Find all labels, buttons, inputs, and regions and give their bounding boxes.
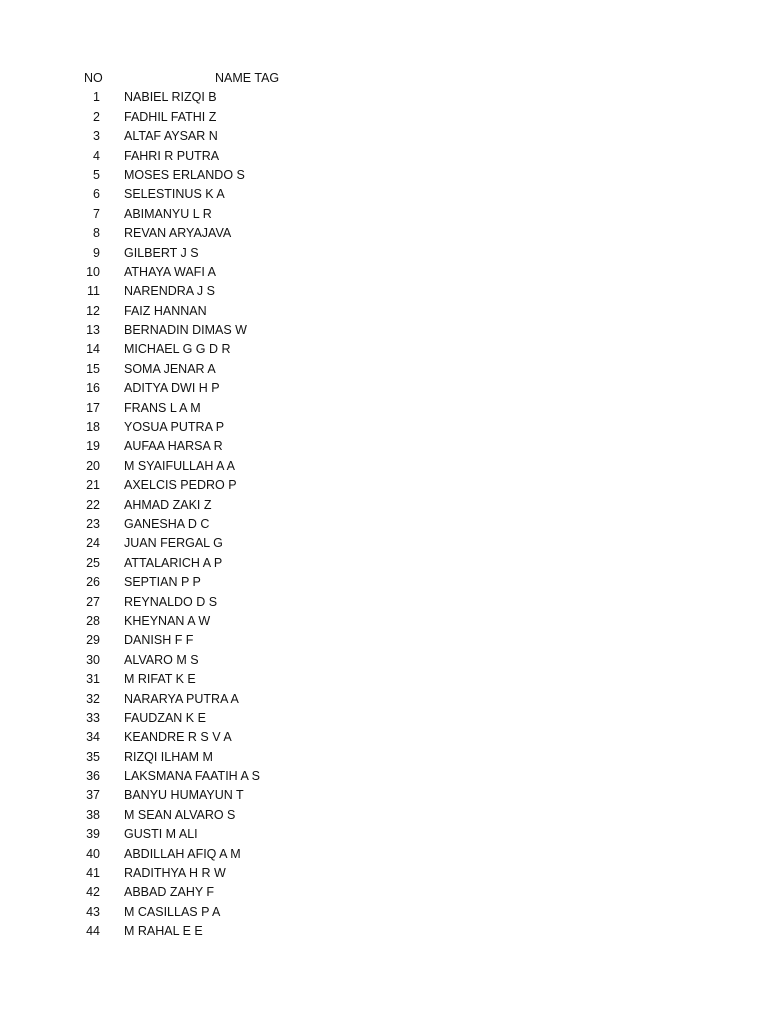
row-number: 44 — [86, 924, 100, 939]
table-row — [0, 147, 768, 166]
row-name: REYNALDO D S — [124, 594, 218, 609]
row-number: 43 — [86, 904, 100, 919]
table-row — [0, 651, 768, 670]
row-number: 26 — [86, 575, 100, 590]
row-name: FAUDZAN K E — [124, 710, 206, 725]
table-row — [0, 670, 768, 689]
row-number: 39 — [86, 827, 100, 842]
table-row — [0, 205, 768, 224]
table-row — [0, 108, 768, 127]
row-number: 33 — [86, 710, 100, 725]
table-row — [0, 263, 768, 282]
row-number: 35 — [86, 749, 100, 764]
row-number: 42 — [86, 885, 100, 900]
row-number: 5 — [93, 167, 100, 182]
table-row — [0, 496, 768, 515]
row-name: FAIZ HANNAN — [124, 303, 207, 318]
row-number: 30 — [86, 652, 100, 667]
row-name: KEANDRE R S V A — [124, 730, 232, 745]
row-name: FRANS L A M — [124, 400, 201, 415]
row-name: LAKSMANA FAATIH A S — [124, 769, 260, 784]
table-row — [0, 883, 768, 902]
table-row — [0, 185, 768, 204]
row-number: 25 — [86, 555, 100, 570]
row-number: 31 — [86, 672, 100, 687]
table-row — [0, 418, 768, 437]
row-name: M SEAN ALVARO S — [124, 807, 236, 822]
row-name: JUAN FERGAL G — [124, 536, 223, 551]
row-name: RADITHYA H R W — [124, 866, 226, 881]
table-row — [0, 728, 768, 747]
table-row — [0, 593, 768, 612]
table-body — [0, 88, 768, 941]
table-row — [0, 127, 768, 146]
table-row — [0, 457, 768, 476]
row-name: SELESTINUS K A — [124, 187, 225, 202]
row-name: FADHIL FATHI Z — [124, 109, 217, 124]
row-number: 12 — [86, 303, 100, 318]
row-number: 29 — [86, 633, 100, 648]
row-name: ADITYA DWI H P — [124, 381, 220, 396]
row-number: 23 — [86, 516, 100, 531]
row-number: 19 — [86, 439, 100, 454]
table-row — [0, 476, 768, 495]
table-row — [0, 825, 768, 844]
row-name: ALVARO M S — [124, 652, 199, 667]
row-name: SEPTIAN P P — [124, 575, 201, 590]
row-name: REVAN ARYAJAVA — [124, 226, 232, 241]
row-number: 1 — [93, 90, 100, 105]
row-number: 10 — [86, 264, 100, 279]
row-name: AHMAD ZAKI Z — [124, 497, 212, 512]
row-name: ABDILLAH AFIQ A M — [124, 846, 241, 861]
table-row — [0, 360, 768, 379]
row-name: M RIFAT K E — [124, 672, 196, 687]
table-row — [0, 282, 768, 301]
row-name: YOSUA PUTRA P — [124, 420, 225, 435]
table-row — [0, 786, 768, 805]
row-name: NARENDRA J S — [124, 284, 215, 299]
table-row — [0, 534, 768, 553]
row-number: 20 — [86, 458, 100, 473]
row-number: 41 — [86, 866, 100, 881]
row-number: 28 — [86, 613, 100, 628]
table-row — [0, 922, 768, 941]
table-row — [0, 806, 768, 825]
row-number: 17 — [86, 400, 100, 415]
row-name: ABIMANYU L R — [124, 206, 212, 221]
row-name: MICHAEL G G D R — [124, 342, 231, 357]
row-number: 3 — [93, 129, 100, 144]
row-name: GANESHA D C — [124, 516, 210, 531]
row-name: ALTAF AYSAR N — [124, 129, 218, 144]
table-row — [0, 709, 768, 728]
row-number: 8 — [93, 226, 100, 241]
table-row — [0, 244, 768, 263]
row-name: ATTALARICH A P — [124, 555, 223, 570]
table-row — [0, 631, 768, 650]
row-number: 6 — [93, 187, 100, 202]
table-row — [0, 302, 768, 321]
table-row — [0, 379, 768, 398]
row-number: 9 — [93, 245, 100, 260]
table-row — [0, 321, 768, 340]
table-row — [0, 612, 768, 631]
table-row — [0, 573, 768, 592]
row-number: 34 — [86, 730, 100, 745]
name-tag-table — [0, 69, 768, 942]
row-name: FAHRI R PUTRA — [124, 148, 220, 163]
row-name: RIZQI ILHAM M — [124, 749, 213, 764]
row-name: SOMA JENAR A — [124, 361, 216, 376]
row-number: 2 — [93, 109, 100, 124]
header-name-tag: NAME TAG — [215, 71, 280, 85]
table-row — [0, 845, 768, 864]
row-name: AXELCIS PEDRO P — [124, 478, 237, 493]
row-number: 32 — [86, 691, 100, 706]
row-number: 14 — [86, 342, 100, 357]
row-number: 36 — [86, 769, 100, 784]
row-number: 4 — [93, 148, 100, 163]
row-name: GUSTI M ALI — [124, 827, 198, 842]
row-number: 22 — [86, 497, 100, 512]
row-number: 16 — [86, 381, 100, 396]
header-no: NO — [84, 71, 103, 85]
table-row — [0, 748, 768, 767]
row-name: MOSES ERLANDO S — [124, 167, 245, 182]
row-name: ABBAD ZAHY F — [124, 885, 215, 900]
row-number: 18 — [86, 420, 100, 435]
row-number: 24 — [86, 536, 100, 551]
table-header-row — [0, 69, 768, 88]
row-number: 11 — [87, 284, 100, 299]
table-row — [0, 224, 768, 243]
row-name: NARARYA PUTRA A — [124, 691, 239, 706]
row-name: NABIEL RIZQI B — [124, 90, 217, 105]
row-number: 13 — [86, 323, 100, 338]
row-name: GILBERT J S — [124, 245, 199, 260]
table-row — [0, 554, 768, 573]
table-row — [0, 166, 768, 185]
table-row — [0, 88, 768, 107]
row-name: M SYAIFULLAH A A — [124, 458, 235, 473]
row-number: 15 — [86, 361, 100, 376]
row-name: ATHAYA WAFI A — [124, 264, 216, 279]
table-row — [0, 864, 768, 883]
row-name: M CASILLAS P A — [124, 904, 221, 919]
row-number: 7 — [93, 206, 100, 221]
table-row — [0, 903, 768, 922]
row-number: 21 — [86, 478, 100, 493]
table-row — [0, 515, 768, 534]
table-row — [0, 767, 768, 786]
row-number: 27 — [86, 594, 100, 609]
table-row — [0, 340, 768, 359]
row-number: 37 — [86, 788, 100, 803]
row-number: 40 — [86, 846, 100, 861]
table-row — [0, 437, 768, 456]
row-name: BANYU HUMAYUN T — [124, 788, 244, 803]
row-name: AUFAA HARSA R — [124, 439, 223, 454]
row-name: M RAHAL E E — [124, 924, 203, 939]
table-row — [0, 399, 768, 418]
table-row — [0, 690, 768, 709]
row-name: KHEYNAN A W — [124, 613, 211, 628]
row-number: 38 — [86, 807, 100, 822]
row-name: BERNADIN DIMAS W — [124, 323, 247, 338]
row-name: DANISH F F — [124, 633, 194, 648]
